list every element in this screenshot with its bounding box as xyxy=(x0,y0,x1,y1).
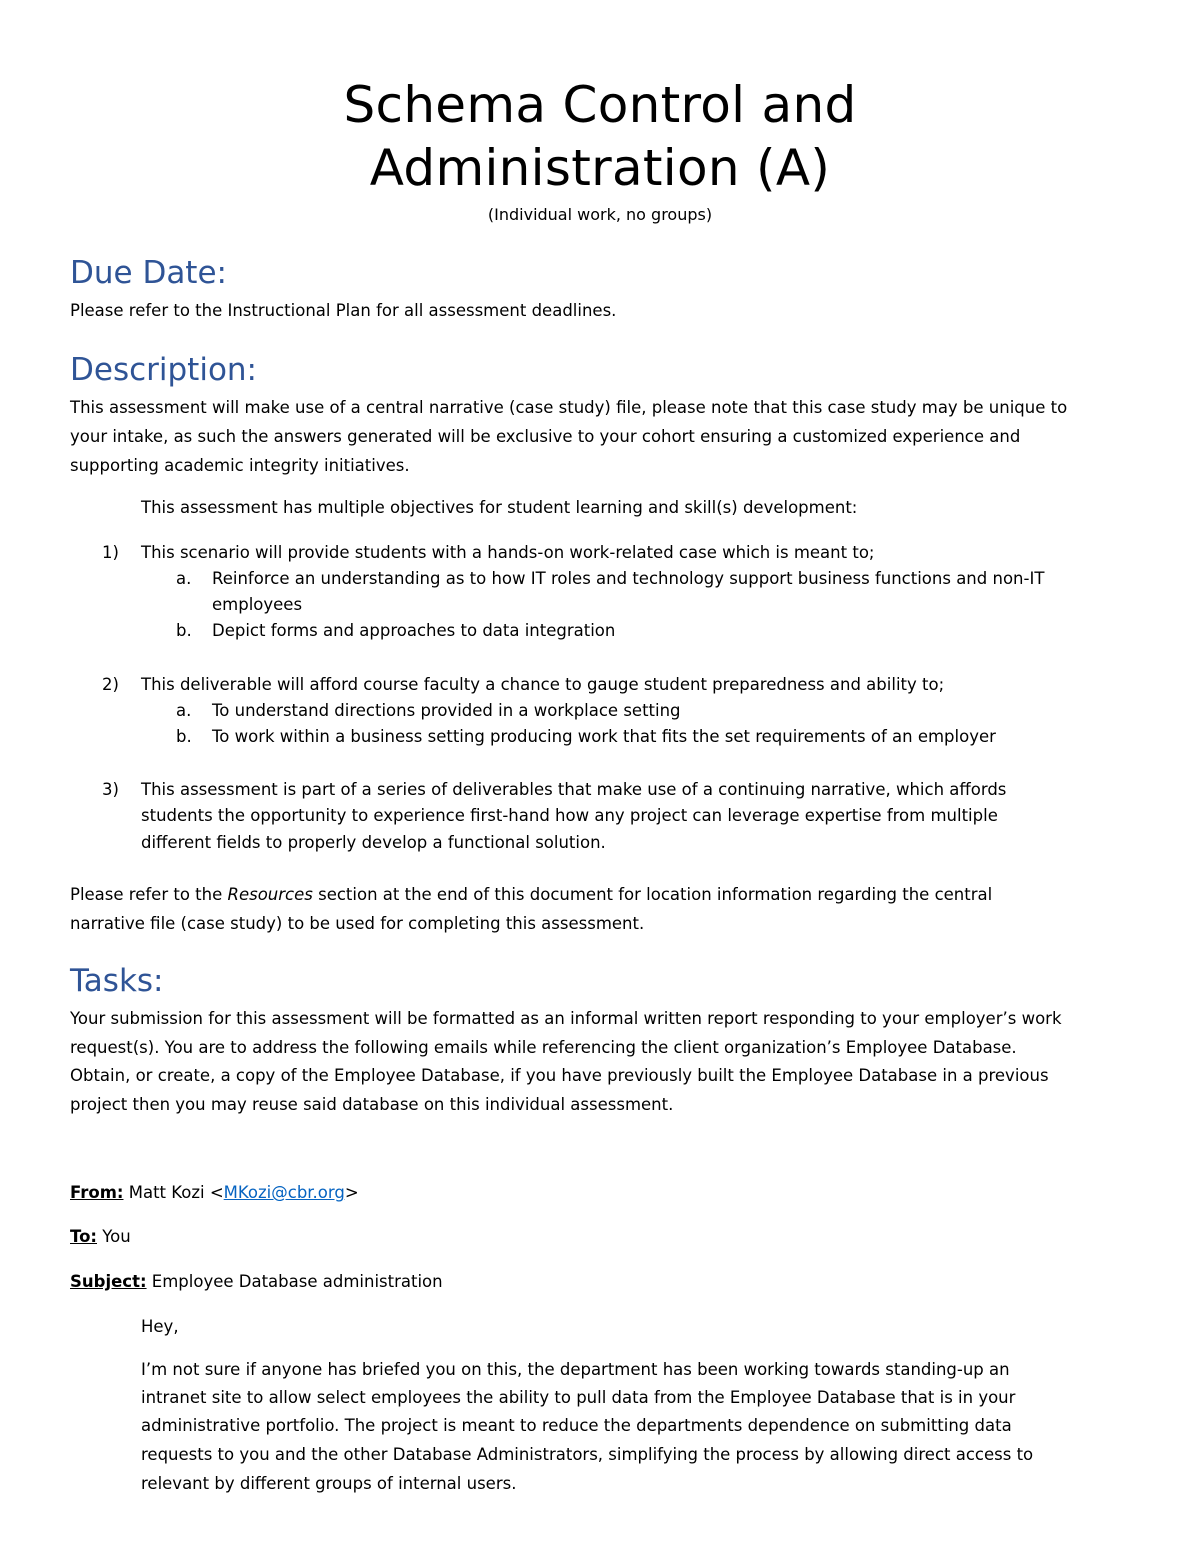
email-to-line xyxy=(70,1223,1130,1252)
email-from-close: > xyxy=(344,1183,359,1202)
sub-objective-text: employees xyxy=(212,595,303,614)
tasks-para-line: Obtain, or create, a copy of the Employee Database, if you have previously built the Employee Database in a previous xyxy=(70,1066,1049,1085)
sub-objective-text: Depict forms and approaches to data integration xyxy=(212,621,616,640)
objective-text: different fields to properly develop a functional solution. xyxy=(141,833,606,852)
sub-objective-letter: a. xyxy=(176,701,192,720)
objective-number: 2) xyxy=(102,675,119,694)
objective-number: 1) xyxy=(102,543,119,562)
resources-emphasis: Resources xyxy=(227,885,313,904)
email-from-link[interactable]: MKozi@cbr.org xyxy=(223,1183,345,1202)
description-para-line: supporting academic integrity initiatives. xyxy=(70,456,410,475)
objective-text: students the opportunity to experience first-hand how any project can leverage expertise from multiple xyxy=(141,806,998,825)
resources-text: Please refer to the xyxy=(70,885,228,904)
email-subject-value: Employee Database administration xyxy=(146,1272,443,1291)
resources-text: section at the end of this document for location information regarding the central xyxy=(312,885,993,904)
resources-paragraph-line2: narrative file (case study) to be used for completing this assessment. xyxy=(70,914,645,933)
document-title-line2: Administration (A) xyxy=(369,139,831,197)
email-subject-line xyxy=(70,1268,1130,1297)
objectives-intro: This assessment has multiple objectives for student learning and skill(s) development: xyxy=(141,498,858,517)
email-body-line: relevant by different groups of internal users. xyxy=(141,1474,517,1493)
document-title-line1: Schema Control and xyxy=(343,76,857,134)
objective-number: 3) xyxy=(102,780,119,799)
email-body-line: requests to you and the other Database Administrators, simplifying the process by allowing direct access to xyxy=(141,1445,1034,1464)
email-from-line xyxy=(70,1179,1130,1208)
tasks-para-line: Your submission for this assessment will be formatted as an informal written report responding to your employer’s work xyxy=(70,1009,1062,1028)
resources-paragraph xyxy=(70,881,1130,910)
objective-text: This scenario will provide students with a hands-on work-related case which is meant to; xyxy=(141,543,875,562)
sub-objective-letter: b. xyxy=(176,727,192,746)
email-from-name: Matt Kozi < xyxy=(123,1183,224,1202)
description-para-line: This assessment will make use of a central narrative (case study) file, please note that this case study may be unique to xyxy=(70,398,1068,417)
document-subtitle: (Individual work, no groups) xyxy=(487,205,713,224)
due-date-text: Please refer to the Instructional Plan for all assessment deadlines. xyxy=(70,301,617,320)
sub-objective-letter: a. xyxy=(176,569,192,588)
email-body-line: administrative portfolio. The project is meant to reduce the departments dependence on submitting data xyxy=(141,1416,1012,1435)
email-to-value: You xyxy=(97,1227,131,1246)
sub-objective-letter: b. xyxy=(176,621,192,640)
objective-text: This deliverable will afford course faculty a chance to gauge student preparedness and ability to; xyxy=(141,675,945,694)
tasks-para-line: request(s). You are to address the following emails while referencing the client organization’s Employee Database. xyxy=(70,1038,1017,1057)
email-greeting: Hey, xyxy=(141,1317,179,1336)
objective-text: This assessment is part of a series of deliverables that make use of a continuing narrative, which affords xyxy=(141,780,1007,799)
sub-objective-text: To understand directions provided in a workplace setting xyxy=(212,701,681,720)
sub-objective-text: Reinforce an understanding as to how IT roles and technology support business functions and non-IT xyxy=(212,569,1045,588)
email-body-line: intranet site to allow select employees the ability to pull data from the Employee Database that is in your xyxy=(141,1388,1016,1407)
sub-objective-text: To work within a business setting producing work that fits the set requirements of an employer xyxy=(212,727,996,746)
email-body-line: I’m not sure if anyone has briefed you on this, the department has been working towards standing-up an xyxy=(141,1360,1010,1379)
email-to-label: To: xyxy=(70,1227,97,1246)
due-date-heading: Due Date: xyxy=(70,255,227,291)
tasks-heading: Tasks: xyxy=(70,963,164,999)
description-heading: Description: xyxy=(70,352,257,388)
email-subject-label: Subject: xyxy=(70,1272,147,1291)
email-from-label: From: xyxy=(70,1183,124,1202)
description-para-line: your intake, as such the answers generated will be exclusive to your cohort ensuring a customized experience and xyxy=(70,427,1021,446)
tasks-para-line: project then you may reuse said database on this individual assessment. xyxy=(70,1095,674,1114)
